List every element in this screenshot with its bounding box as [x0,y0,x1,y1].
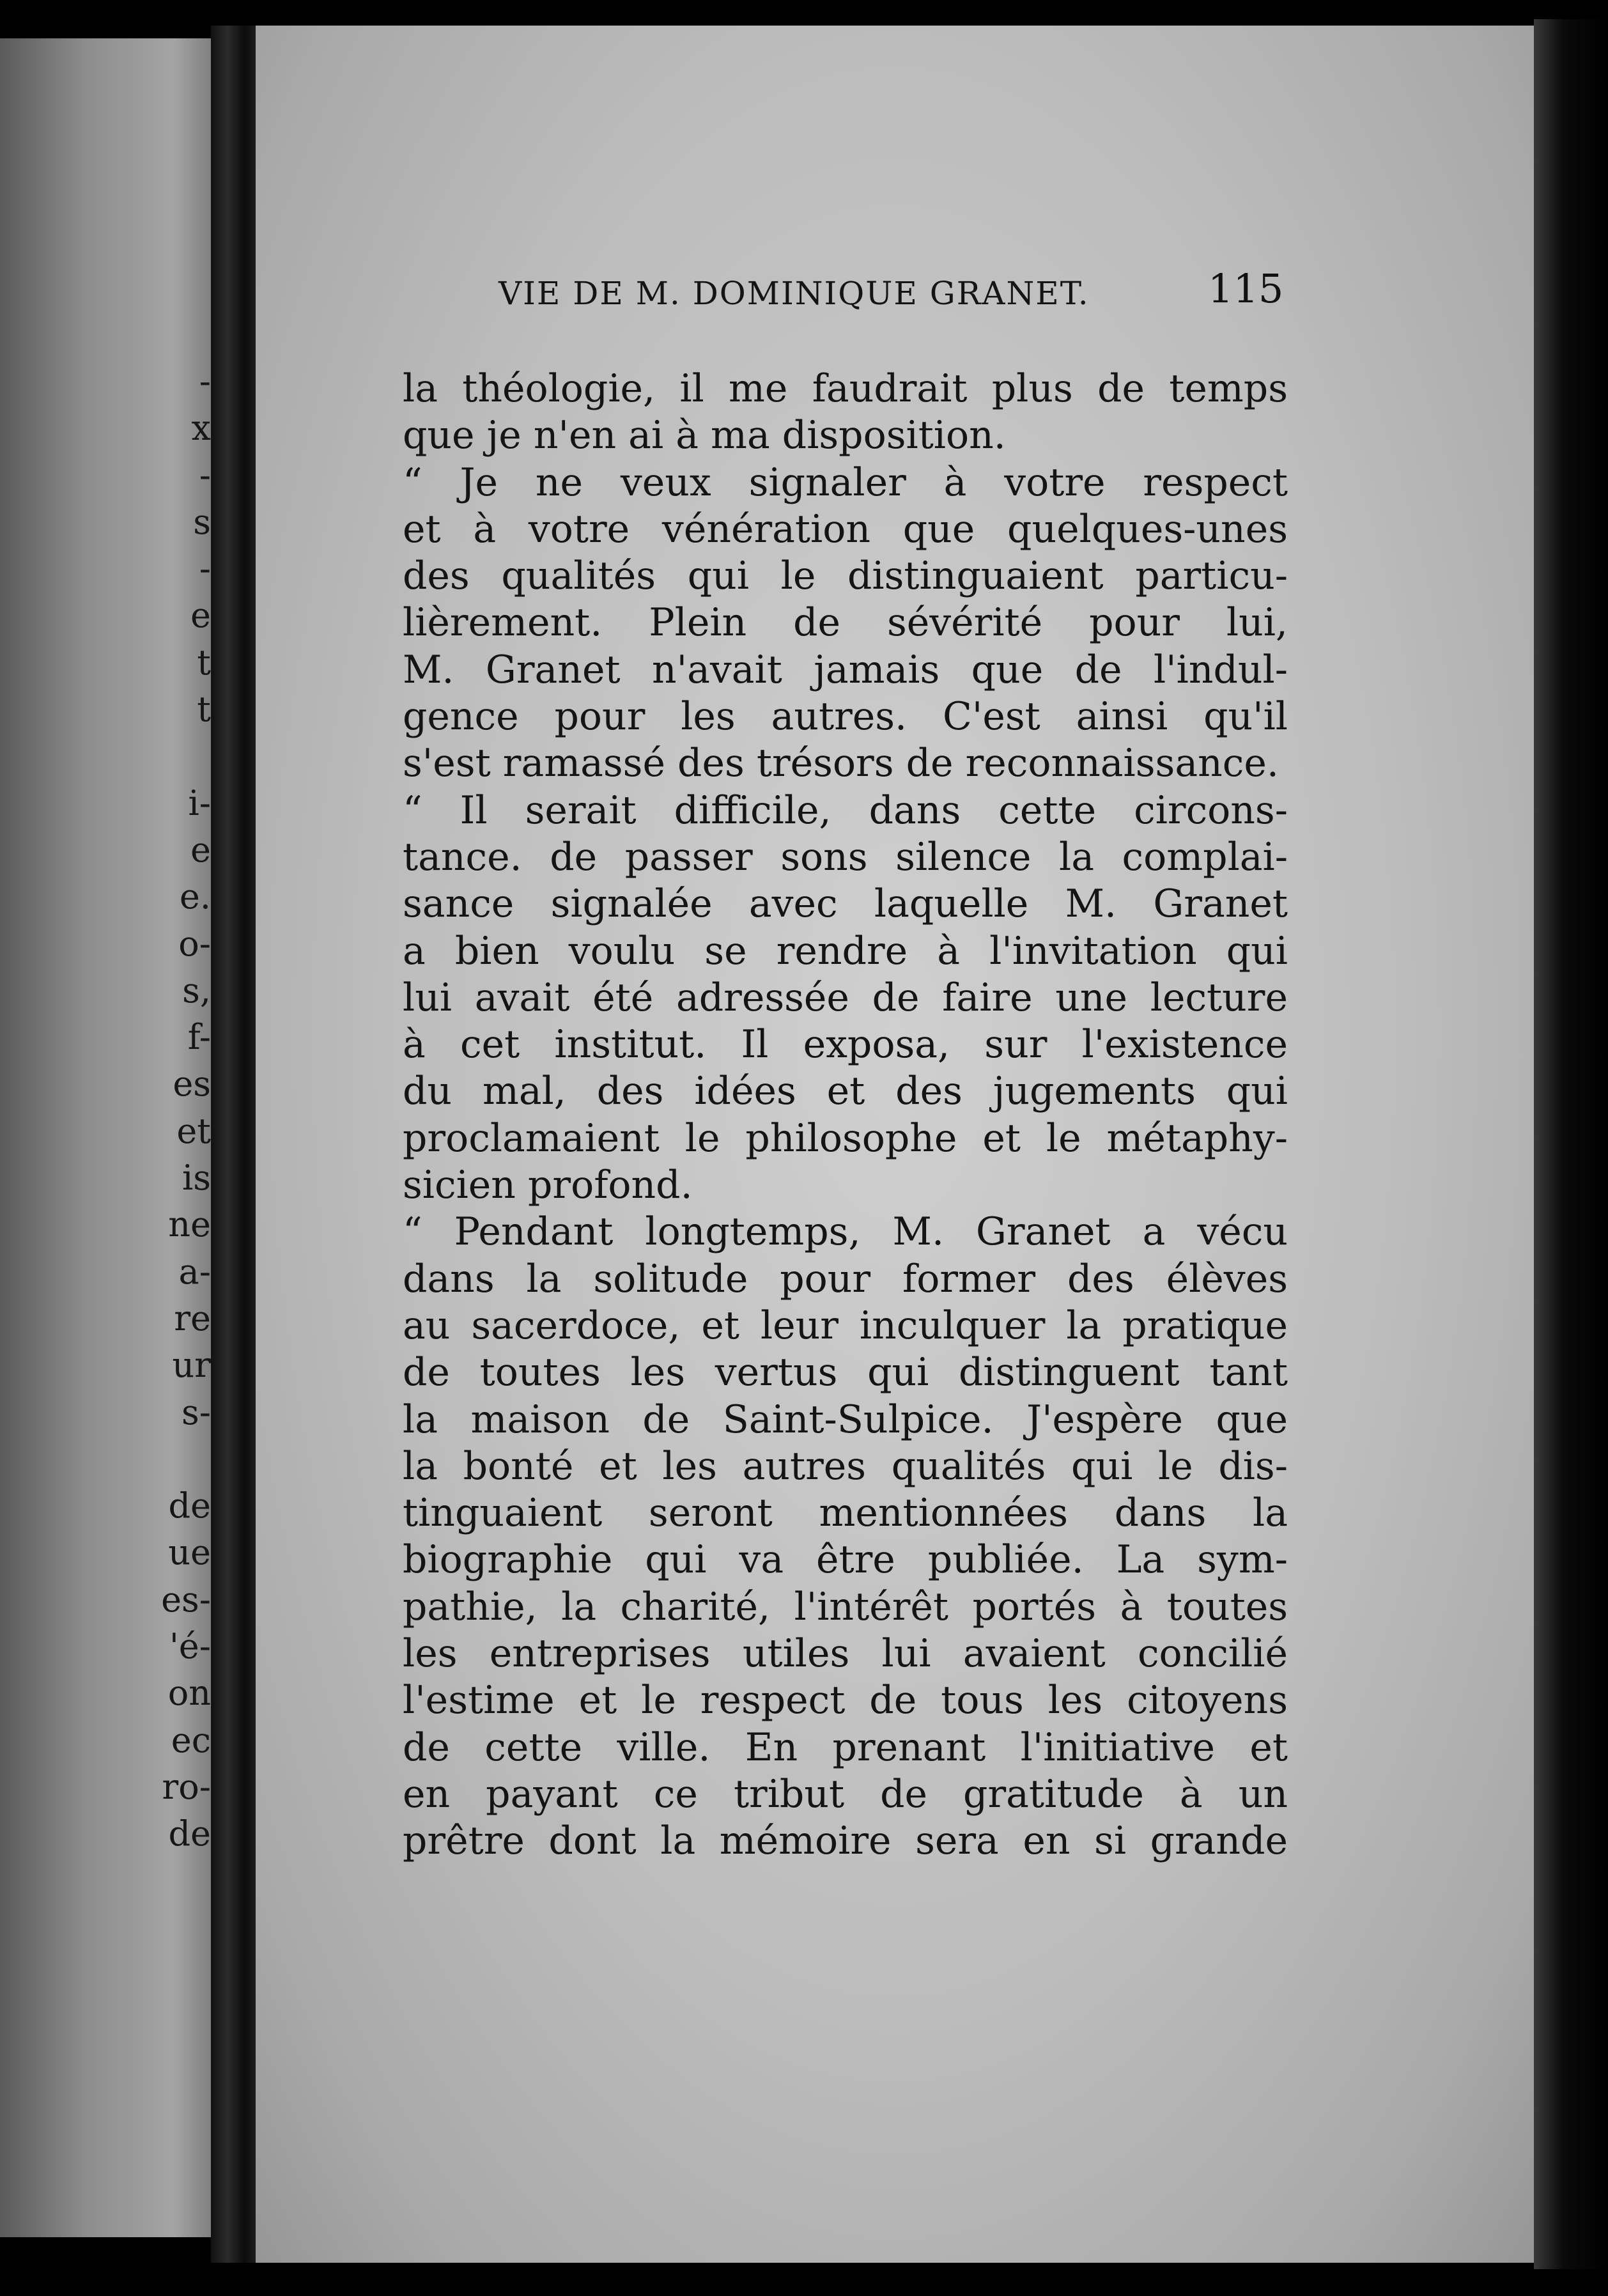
left-page-fragment: e [190,595,211,636]
body-line: à cet institut. Il exposa, sur l'existence [403,1022,1288,1067]
body-line: sance signalée avec laquelle M. Granet [403,881,1288,927]
left-page-fragment: on [167,1673,211,1714]
left-page-fragment: is [182,1158,211,1198]
body-line: l'estime et le respect de tous les citoyens [403,1678,1288,1723]
left-page-fragment: - [199,454,211,495]
body-line: au sacerdoce, et leur inculquer la pratique [403,1303,1288,1348]
body-line: de toutes les vertus qui distinguent tant [403,1350,1288,1395]
body-line: la théologie, il me faudrait plus de temps [403,366,1288,411]
body-line: lièrement. Plein de sévérité pour lui, [403,600,1288,646]
left-page-fragment: s, [182,970,211,1011]
left-page-fragment: de [168,1813,211,1854]
left-page-fragment: 'é- [169,1626,211,1667]
left-page-fragment: ne [168,1204,211,1245]
left-page-fragment: - [199,548,211,589]
body-line: de cette ville. En prenant l'initiative et [403,1725,1288,1770]
left-page-fragment: e [190,829,211,870]
body-line: les entreprises utiles lui avaient concilié [403,1631,1288,1677]
running-head [499,275,1285,320]
body-line: des qualités qui le distinguaient particu- [403,554,1288,599]
left-page-fragment: es [173,1064,211,1105]
body-line: tinguaient seront mentionnées dans la [403,1491,1288,1536]
body-line: pathie, la charité, l'intérêt portés à toutes [403,1584,1288,1629]
left-page-fragment: ur [172,1345,211,1386]
body-line: “ Pendant longtemps, M. Granet a vécu [403,1209,1288,1255]
left-page-fragment: ue [168,1532,211,1573]
left-page-fragment: de [168,1485,211,1526]
left-page-fragment: s- [182,1392,211,1432]
left-page-fragment: s [193,501,211,542]
page-right-edge [1534,19,1608,2269]
body-line: a bien voulu se rendre à l'invitation qui [403,928,1288,973]
left-page-fragment: i- [188,782,211,823]
body-line: prêtre dont la mémoire sera en si grande [403,1819,1288,1864]
body-line: et à votre vénération que quelques-unes [403,506,1288,552]
left-page-fragment: es- [161,1579,211,1620]
body-line: du mal, des idées et des jugements qui [403,1069,1288,1114]
body-line: la bonté et les autres qualités qui le dis- [403,1443,1288,1489]
body-text [403,366,1288,1865]
left-page-fragment: ec [171,1719,211,1760]
body-line: proclamaient le philosophe et le métaphy- [403,1115,1288,1161]
body-line: la maison de Saint-Sulpice. J'espère que [403,1397,1288,1442]
running-head-title: VIE DE M. DOMINIQUE GRANET. [499,275,1090,312]
left-page-fragment [0,733,211,779]
body-line: s'est ramassé des trésors de reconnaissance. [403,741,1279,786]
left-page-fragment: a- [178,1251,211,1292]
left-page-fragment: t [197,642,211,683]
left-page-fragment: o- [178,923,211,964]
body-line: en payant ce tribut de gratitude à un [403,1771,1288,1817]
body-line: “ Je ne veux signaler à votre respect [403,460,1288,505]
body-line: que je n'en ai à ma disposition. [403,413,1006,458]
left-page-fragment: e. [179,876,211,917]
left-page-fragment: - [199,361,211,401]
body-line: dans la solitude pour former des élèves [403,1256,1288,1301]
left-page-fragment [0,1436,211,1482]
body-line: sicien profond. [403,1163,693,1208]
body-line: lui avait été adressée de faire une lecture [403,975,1288,1020]
body-line: gence pour les autres. C'est ainsi qu'il [403,694,1288,740]
body-line: M. Granet n'avait jamais que de l'indul- [403,647,1288,692]
left-page-fragment: f- [187,1017,211,1058]
page-number: 115 [1208,265,1284,312]
body-line: “ Il serait difficile, dans cette circons- [403,787,1288,833]
left-page-fragment: et [176,1110,211,1151]
body-line: biographie qui va être publiée. La sym- [403,1537,1288,1583]
book-gutter [211,26,259,2263]
left-page-fragment: x [191,408,211,449]
body-line: tance. de passer sons silence la complai- [403,834,1288,880]
left-page-text-fragments [0,358,211,1858]
left-page-fragment: ro- [162,1766,211,1807]
left-page-fragment: re [174,1298,211,1338]
left-page-fragment: t [197,689,211,730]
